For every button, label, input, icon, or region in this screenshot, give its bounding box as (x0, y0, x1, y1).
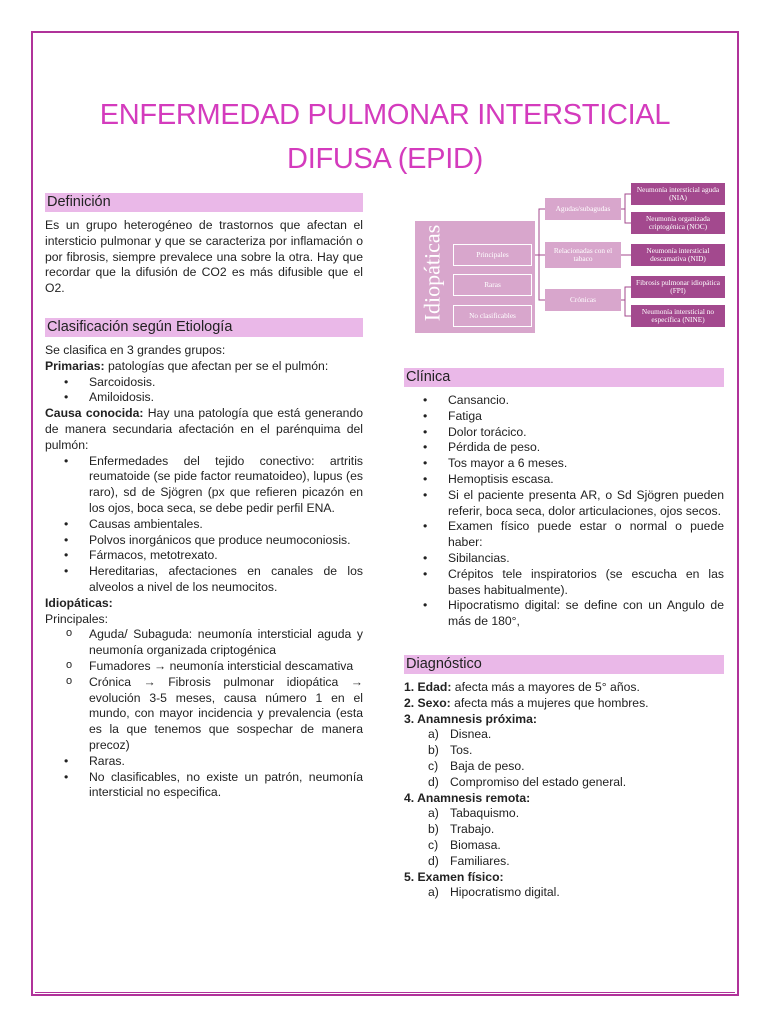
list-item: • Si el paciente presenta AR, o Sd Sjögren pueden referir, boca seca, dolor articulaciones, ojos secos. (404, 488, 724, 520)
left-column (45, 193, 363, 801)
list-item: • Polvos inorgánicos que produce neumoconiosis. (45, 533, 363, 549)
diag-anam-rem-label: 4. Anamnesis remota: (404, 790, 531, 805)
right-column (404, 368, 724, 901)
list-item: • Fármacos, metotrexato. (45, 548, 363, 564)
causa-text: Hay una patología que está generando de manera secundaria afectación en el parénquima del pulmón: (45, 406, 363, 452)
diagram-root (417, 223, 447, 323)
list-item: o Fumadores → neumonía intersticial descamativa (45, 659, 363, 675)
page-title (40, 93, 730, 181)
diagram-node-nid: Neumonía intersticial descamativa (NID) (631, 244, 725, 266)
list-item: • Hemoptisis escasa. (404, 472, 724, 488)
diagram-node-nia: Neumonía intersticial aguda (NIA) (631, 183, 725, 205)
list-text: Tos. (450, 743, 473, 758)
primarias-list (45, 375, 363, 407)
diagram-node-agudas: Agudas/subagudas (545, 198, 621, 220)
causa-label: Causa conocida: (45, 406, 144, 421)
list-item: • Cansancio. (404, 393, 724, 409)
list-item (404, 822, 724, 838)
list-letter: a) (428, 727, 439, 742)
diagram-node-tabaco: Relacionadas con el tabaco (545, 242, 621, 268)
diag-sexo-text: afecta más a mujeres que hombres. (454, 695, 649, 710)
diag-edad (404, 680, 724, 696)
list-item (404, 775, 724, 791)
list-letter: c) (428, 758, 439, 773)
definicion-heading: Definición (45, 193, 363, 212)
list-item: • Enfermedades del tejido conectivo: artritis reumatoide (se pide factor reumatoideo), lupus (es raro), sd de Sjögren (px que refieren picazón en los ojos, boca seca, se debe pedir perfil ENA. (45, 454, 363, 517)
diag-anam-prox-label: 3. Anamnesis próxima: (404, 711, 537, 726)
list-item (404, 806, 724, 822)
definicion-text: Es un grupo heterogéneo de trastornos que afectan el intersticio pulmonar y que se caracteriza por inflamación o por fibrosis, siempre prevalece una sobre la otra. Hay que recordar que la difusión de CO2 es más difusible que el O2. (45, 218, 363, 296)
clasificacion-intro: Se clasifica en 3 grandes grupos: (45, 342, 226, 357)
primarias-label: Primarias: (45, 358, 105, 373)
list-item (404, 743, 724, 759)
primarias-text: patologías que afectan per se el pulmón: (108, 358, 329, 373)
list-letter: b) (428, 822, 439, 837)
list-letter: c) (428, 837, 439, 852)
list-item: • Hipocratismo digital: se define con un Angulo de más de 180°, (404, 598, 724, 630)
diagram-node-principales: Principales (453, 244, 532, 266)
principales-list (45, 627, 363, 753)
causa-list (45, 454, 363, 596)
list-item: • Hereditarias, afectaciones en canales de los alveolos a nivel de los neumocitos. (45, 564, 363, 596)
list-text: Compromiso del estado general. (450, 774, 627, 789)
clinica-heading: Clínica (404, 368, 724, 387)
list-item: o Aguda/ Subaguda: neumonía intersticial aguda y neumonía organizada criptogénica (45, 627, 363, 659)
bottom-rule (35, 992, 735, 993)
list-letter: a) (428, 885, 439, 900)
diag-sexo-label: 2. Sexo: (404, 695, 451, 710)
diagram-node-raras: Raras (453, 274, 532, 296)
diag-examen (404, 870, 724, 886)
diagram-node-nine: Neumonía intersticial no específica (NINE) (631, 305, 725, 327)
list-text: Familiares. (450, 853, 510, 868)
diag-anam-prox (404, 712, 724, 728)
list-text: Tabaquismo. (450, 806, 520, 821)
diagram-node-no-clasificables: No clasificables (453, 305, 532, 327)
list-letter: d) (428, 774, 439, 789)
connector (621, 287, 631, 300)
diag-sexo (404, 696, 724, 712)
list-item: • Fatiga (404, 409, 724, 425)
list-text: Trabajo. (450, 822, 495, 837)
list-text: Disnea. (450, 727, 492, 742)
list-item (404, 854, 724, 870)
list-text: Baja de peso. (450, 758, 525, 773)
anam-prox-list (404, 727, 724, 790)
connector (535, 209, 545, 255)
anam-rem-list (404, 806, 724, 869)
list-item: • Sibilancias. (404, 551, 724, 567)
list-item: • Examen físico puede estar o normal o puede haber: (404, 519, 724, 551)
list-text: Biomasa. (450, 837, 501, 852)
title-line-1: ENFERMEDAD PULMONAR INTERSTICIAL (99, 99, 671, 131)
list-item: • Dolor torácico. (404, 425, 724, 441)
list-letter: d) (428, 853, 439, 868)
list-letter: a) (428, 806, 439, 821)
idiopaticas-label: Idiopáticas: (45, 595, 113, 610)
list-letter: b) (428, 743, 439, 758)
clasificacion-heading: Clasificación según Etiología (45, 318, 363, 337)
diagram-node-noc: Neumonía organizada criptogénica (NOC) (631, 212, 725, 234)
causa-paragraph (45, 406, 363, 453)
list-item (404, 885, 724, 901)
list-item (404, 838, 724, 854)
list-item: • Sarcoidosis. (45, 375, 363, 391)
list-item: • No clasificables, no existe un patrón, neumonía intersticial no especifica. (45, 770, 363, 802)
list-item: • Raras. (45, 754, 363, 770)
idiopaticas-label-line (45, 596, 363, 612)
diagram-node-cronicas: Crónicas (545, 289, 621, 311)
idiopaticas-diagram (415, 183, 727, 336)
diagnostico-heading: Diagnóstico (404, 655, 724, 674)
diag-edad-label: 1. Edad: (404, 679, 452, 694)
diag-examen-label: 5. Examen físico: (404, 869, 504, 884)
list-item: • Crépitos tele inspiratorios (se escucha en las bases habitualmente). (404, 567, 724, 599)
otros-list (45, 754, 363, 801)
list-item: o Crónica → Fibrosis pulmonar idiopática → evolución 3-5 meses, causa número 1 en el mundo, con mayor incidencia y prevalencia (esta es la que tenemos que sospechar de manera precoz) (45, 675, 363, 754)
diagnostico-content (404, 680, 724, 901)
list-item: • Pérdida de peso. (404, 440, 724, 456)
list-item: • Tos mayor a 6 meses. (404, 456, 724, 472)
list-item: • Causas ambientales. (45, 517, 363, 533)
title-line-2: DIFUSA (EPID) (287, 143, 483, 175)
list-item: • Amiloidosis. (45, 390, 363, 406)
list-item (404, 727, 724, 743)
primarias-paragraph (45, 359, 363, 375)
diagram-node-fpi: Fibrosis pulmonar idiopática (FPI) (631, 276, 725, 298)
examen-list (404, 885, 724, 901)
principales-label: Principales: (45, 611, 108, 626)
diag-edad-text: afecta más a mayores de 5° años. (454, 679, 640, 694)
connector (621, 194, 631, 209)
clinica-list (404, 393, 724, 630)
diagram-root-label: Idiopáticas (419, 224, 444, 322)
list-text: Hipocratismo digital. (450, 885, 560, 900)
diag-anam-rem (404, 791, 724, 807)
list-item (404, 759, 724, 775)
